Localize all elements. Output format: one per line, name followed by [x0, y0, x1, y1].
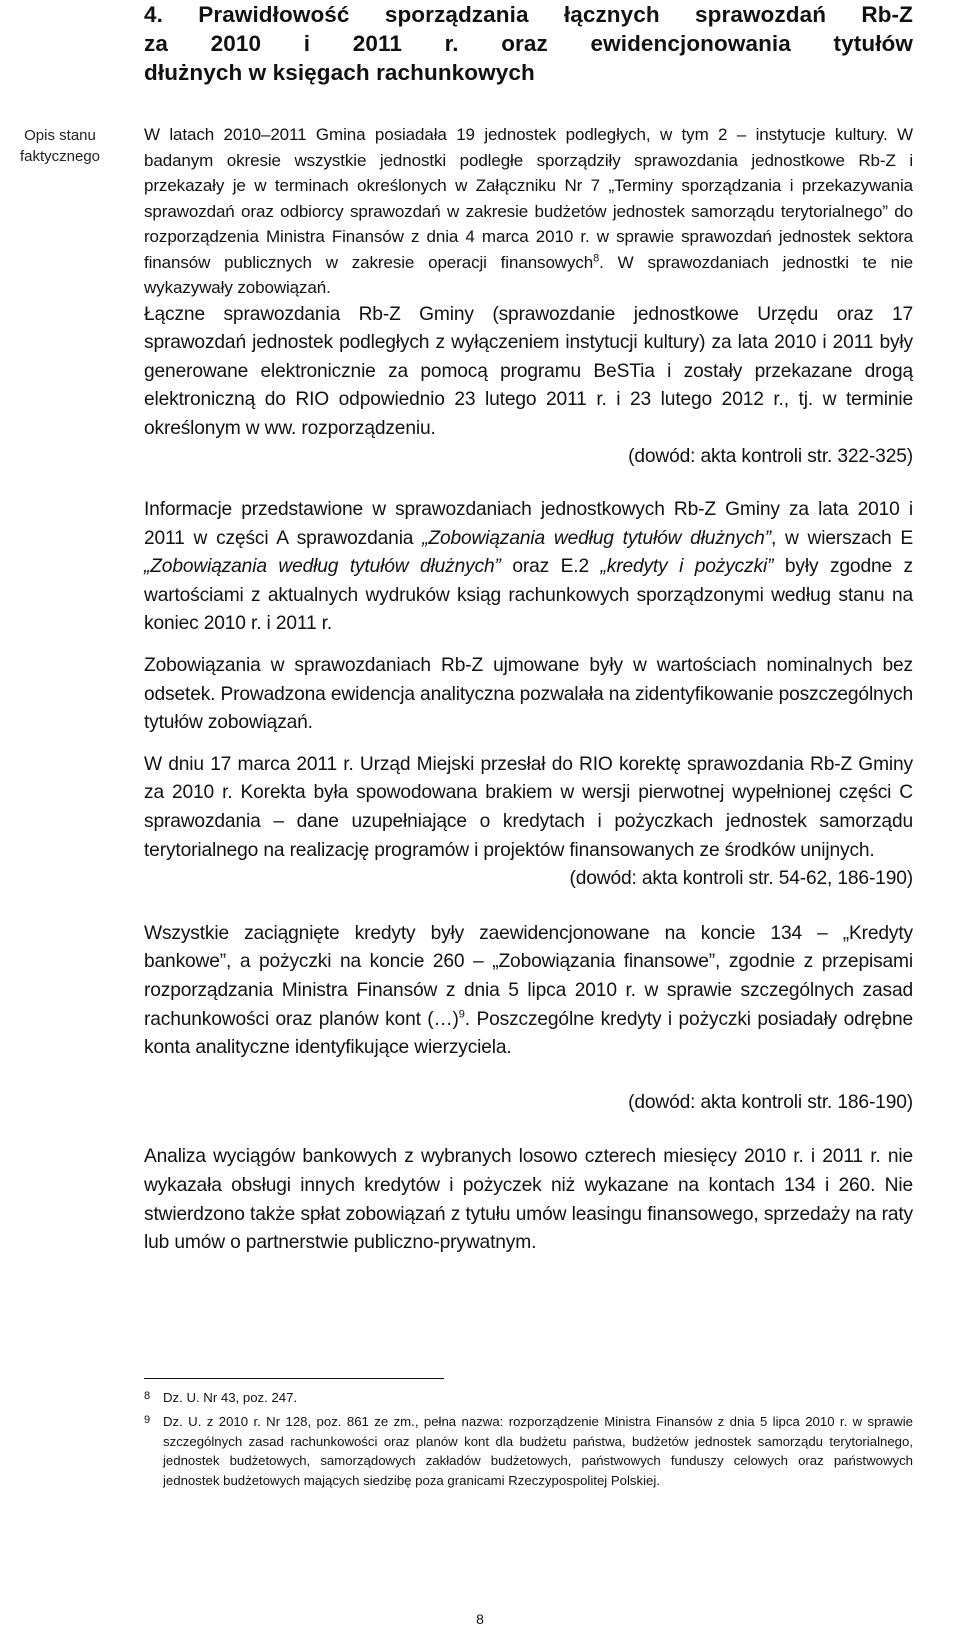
evidence-reference-2: (dowód: akta kontroli str. 54-62, 186-190) — [569, 868, 913, 890]
italic-title-3: „kredyty i pożyczki” — [600, 556, 774, 578]
paragraph-part-a-2: , w wierszach E — [770, 527, 913, 549]
paragraph-aggregate-reports — [144, 301, 913, 444]
margin-note — [0, 125, 120, 167]
footnote-ref-9[interactable]: 9 — [458, 1008, 465, 1021]
paragraph-credits-tail: . Poszczególne kredyty i pożyczki posiadały odrębne konta analityczne identyfikujące wierzyciela. — [144, 1008, 914, 1059]
paragraph-part-a-3: oraz E.2 — [500, 556, 601, 578]
footnote-separator — [144, 1378, 444, 1379]
paragraph-units-body: W badanym okresie wszystkie jednostki podległe sporządziły sprawozdania jednostkowe Rb-Z i przekazały je w terminach określonych w Załączniku Nr 7 „Terminy sporządzania i przekazywania sprawozdań oraz odbiorcy sprawozdań w zakresie budżetów jednostek samorządu terytorialnego” do rozporządzenia Ministra Finansów z dnia 4 marca 2010 r. w sprawie sprawozdań jednostek sektora finansów publicznych w zakresie operacji finansowych — [144, 125, 913, 272]
paragraph-part-a-1: Informacje przedstawione w sprawozdaniach jednostkowych Rb-Z Gminy za lata 2010 i 2011 w części A sprawozdania — [144, 499, 913, 549]
paragraph-nominal-values — [144, 652, 913, 738]
heading-line1: 4. Prawidłowość sporządzania łącznych sprawozdań Rb-Z — [144, 2, 913, 27]
paragraph-part-a — [144, 496, 913, 639]
footnote-text: Dz. U. z 2010 r. Nr 128, poz. 861 ze zm., pełna nazwa: rozporządzenie Ministra Finansów z dnia 5 lipca 2010 r. w sprawie szczególnych zasad rachunkowości oraz planów kont dla budżetu państwa, budżetów jednostek samorządu terytorialnego, jednostek budżetowych, samorządowych zakładów budżetowych, państwowych funduszy celowych oraz państwowych jednostek budżetowych mających siedzibę poza granicami Rzeczypospolitej Polskiej. — [163, 1413, 913, 1489]
footnote-number: 8 — [144, 1390, 151, 1402]
page-number: 8 — [476, 1611, 484, 1627]
evidence-reference-3: (dowód: akta kontroli str. 186-190) — [628, 1091, 913, 1113]
main-content — [144, 0, 913, 1258]
paragraph-part-a-4: były zgodne z wartościami z aktualnych wydruków ksiąg rachunkowych sporządzonymi według stanu na koniec 2010 r. i 2011 r. — [144, 556, 913, 635]
paragraph-units-tail: . W sprawozdaniach jednostki te nie wykazywały zobowiązań. — [144, 252, 913, 297]
footnote-number: 9 — [144, 1413, 151, 1426]
evidence-reference-1: (dowód: akta kontroli str. 322-325) — [628, 446, 913, 468]
italic-title-1: „Zobowiązania według tytułów dłużnych” — [422, 527, 771, 549]
heading-line2: za 2010 i 2011 r. oraz ewidencjonowania tytułów — [144, 31, 913, 56]
heading-line3: dłużnych w księgach rachunkowych — [144, 60, 535, 85]
paragraph-bank-statements-text: Analiza wyciągów bankowych z wybranych losowo czterech miesięcy 2010 r. i 2011 r. nie wykazała obsługi innych kredytów i pożyczek niż wykazane na kontach 134 i 260. Nie stwierdzono także spłat zobowiązań z tytułu umów leasingu finansowego, sprzedaży na raty lub umów o partnerstwie publiczno-prywatnym. — [144, 1146, 913, 1254]
footnote-8 — [144, 1388, 913, 1408]
paragraph-credits-text: Wszystkie zaciągnięte kredyty były zaewidencjonowane na koncie 134 – „Kredyty bankowe”, a pożyczki na koncie 260 – „Zobowiązania finansowe”, zgodnie z przepisami rozporządzania Ministra Finansów z dnia 5 lipca 2010 r. w sprawie szczególnych zasad rachunkowości oraz planów kont (…) — [144, 922, 913, 1030]
paragraph-nominal-text: Zobowiązania w sprawozdaniach Rb-Z ujmowane były w wartościach nominalnych bez odsetek. Prowadzona ewidencja analityczna pozwalała na zidentyfikowanie poszczególnych tytułów zobowiązań. — [144, 655, 913, 734]
footnotes — [144, 1388, 913, 1495]
paragraph-aggregate-text: Łączne sprawozdania Rb-Z Gminy (sprawozdanie jednostkowe Urzędu oraz 17 sprawozdań jednostek podległych z wyłączeniem instytucji kultury) za lata 2010 i 2011 były generowane elektronicznie za pomocą programu BeSTia i zostały przekazane drogą elektroniczną do RIO odpowiednio 23 lutego 2011 r. i 23 lutego 2012 r., tj. w terminie określonym w ww. rozporządzeniu. — [144, 303, 913, 439]
section-heading — [144, 0, 913, 87]
footnote-ref-8[interactable]: 8 — [593, 251, 600, 264]
paragraph-units — [144, 122, 913, 301]
margin-note-line2: faktycznego — [19, 148, 101, 165]
paragraph-correction-text: W dniu 17 marca 2011 r. Urząd Miejski przesłał do RIO korektę sprawozdania Rb-Z Gminy za 2010 r. Korekta była spowodowana brakiem w wersji pierwotnej wypełnionej części C sprawozdania – dane uzupełniające o kredytach i pożyczkach jednostek samorządu terytorialnego na realizację programów i projektów finansowanych ze środków unijnych. — [144, 753, 913, 861]
footnote-9 — [144, 1412, 913, 1491]
italic-title-2: „Zobowiązania według tytułów dłużnych” — [144, 556, 501, 578]
paragraph-credits — [144, 920, 913, 1063]
footnote-text: Dz. U. Nr 43, poz. 247. — [163, 1390, 298, 1405]
paragraph-units-lead: W latach 2010–2011 Gmina posiadała 19 jednostek podległych, w tym 2 – instytucje kultury. — [144, 125, 888, 144]
margin-note-line1: Opis stanu — [24, 127, 96, 144]
paragraph-correction — [144, 751, 913, 865]
paragraph-bank-statements — [144, 1143, 913, 1257]
